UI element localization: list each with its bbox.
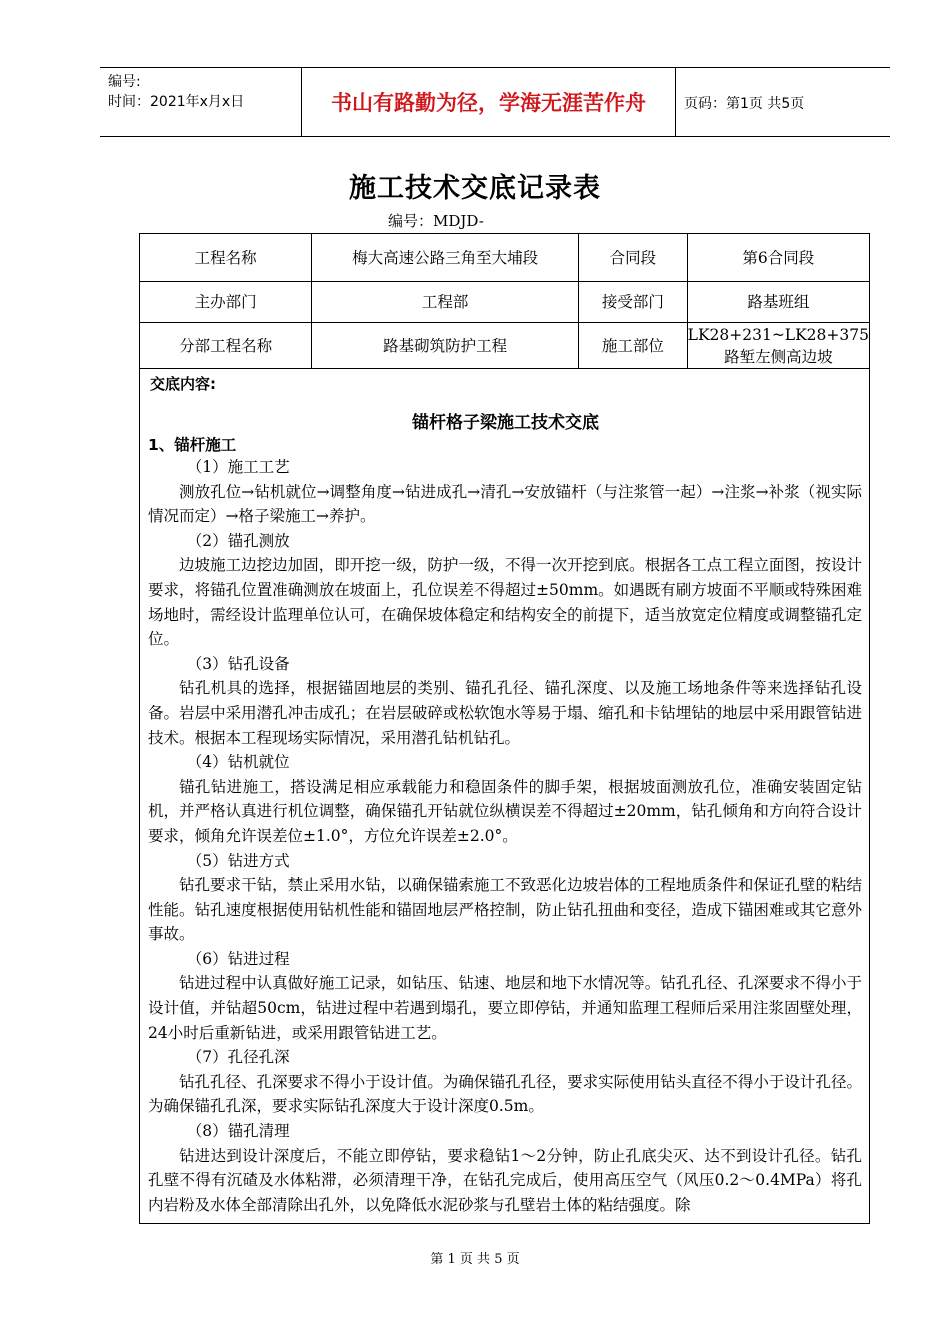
document-title: 施工技术交底记录表 (349, 173, 601, 204)
header-time-label: 时间：2021年x月x日 (108, 94, 245, 110)
location-value (687, 323, 869, 369)
contract-section-value: 第6合同段 (687, 234, 869, 282)
sub-project-value: 路基砌筑防护工程 (312, 323, 579, 369)
document-header (100, 67, 890, 137)
item-paragraph: 钻孔要求干钻，禁止采用水钻，以确保锚索施工不致恶化边坡岩体的工程地质条件和保证孔壁的粘结性能。钻孔速度根据使用钻机性能和锚固地层严格控制，防止钻孔扭曲和变径，造成下锚困难或其它意外事故。 (148, 876, 862, 944)
item-subheading: （7）孔径孔深 (186, 1048, 290, 1067)
header-number-label: 编号: (108, 74, 141, 90)
item-paragraph: 钻进达到设计深度后，不能立即停钻，要求稳钻1～2分钟，防止孔底尖灭、达不到设计孔径。钻孔孔壁不得有沉碴及水体粘滞，必须清理干净，在钻孔完成后，使用高压空气（风压0.2～0.4MPa）将孔内岩粉及水体全部清除出孔外，以免降低水泥砂浆与孔壁岩土体的粘结强度。除 (148, 1146, 862, 1214)
header-motto: 书山有路勤为径，学海无涯苦作舟 (301, 68, 676, 136)
item-subheading: （8）锚孔清理 (186, 1122, 290, 1141)
content-title: 锚杆格子梁施工技术交底 (412, 413, 599, 433)
item-paragraph: 钻孔孔径、孔深要求不得小于设计值。为确保锚孔孔径，要求实际使用钻头直径不得小于设计孔径。为确保锚孔孔深，要求实际钻孔深度大于设计深度0.5m。 (148, 1072, 862, 1116)
location-line-1: LK28+231~LK28+375 (687, 325, 869, 344)
info-row-dept (140, 282, 870, 323)
content-box (139, 367, 870, 1224)
host-dept-label: 主办部门 (140, 282, 312, 323)
section-heading: 1、锚杆施工 (148, 436, 237, 454)
item-subheading: （4）钻机就位 (186, 753, 290, 772)
info-row-subproject (140, 323, 870, 369)
item-paragraph: 钻孔机具的选择，根据锚固地层的类别、锚孔孔径、锚孔深度、以及施工场地条件等来选择钻孔设备。岩层中采用潜孔冲击成孔；在岩层破碎或松软饱水等易于塌、缩孔和卡钻埋钻的地层中采用跟管钻进技术。根据本工程现场实际情况，采用潜孔钻机钻孔。 (148, 679, 862, 747)
contract-section-label: 合同段 (579, 234, 688, 282)
header-meta (100, 68, 300, 136)
item-paragraph: 边坡施工边挖边加固，即开挖一级，防护一级，不得一次开挖到底。根据各工点工程立面图，按设计要求，将锚孔位置准确测放在坡面上，孔位误差不得超过±50mm。如遇既有刷方坡面不平顺或特殊困难场地时，需经设计监理单位认可，在确保坡体稳定和结构安全的前提下，适当放宽定位精度或调整锚孔定位。 (148, 556, 862, 649)
item-subheading: （3）钻孔设备 (186, 654, 290, 673)
item-subheading: （2）锚孔测放 (186, 531, 290, 550)
receiving-dept-value: 路基班组 (687, 282, 869, 323)
page-footer: 第 1 页 共 5 页 (430, 1252, 520, 1267)
item-paragraph: 锚孔钻进施工，搭设满足相应承载能力和稳固条件的脚手架，根据坡面测放孔位，准确安装固定钻机，并严格认真进行机位调整，确保锚孔开钻就位纵横误差不得超过±20mm，钻孔倾角和方向符合设计要求，倾角允许误差位±1.0°，方位允许误差±2.0°。 (148, 777, 862, 845)
content-body (148, 455, 862, 1217)
item-subheading: （5）钻进方式 (186, 851, 290, 870)
item-paragraph: 钻进过程中认真做好施工记录，如钻压、钻速、地层和地下水情况等。钻孔孔径、孔深要求不得小于设计值，并钻超50cm，钻进过程中若遇到塌孔，要立即停钻，并通知监理工程师后采用注浆固壁处理，24小时后重新钻进，或采用跟管钻进工艺。 (148, 974, 862, 1042)
host-dept-value: 工程部 (312, 282, 579, 323)
project-name-label: 工程名称 (140, 234, 312, 282)
sub-project-label: 分部工程名称 (140, 323, 312, 369)
item-subheading: （6）钻进过程 (186, 949, 290, 968)
item-subheading: （1）施工工艺 (186, 458, 290, 476)
item-paragraph: 测放孔位→钻机就位→调整角度→钻进成孔→清孔→安放锚杆（与注浆管一起）→注浆→补浆（视实际情况而定）→格子梁施工→养护。 (148, 482, 862, 526)
header-page-label: 页码：第1页 共5页 (684, 96, 805, 112)
receiving-dept-label: 接受部门 (579, 282, 688, 323)
info-table (139, 233, 870, 369)
location-label: 施工部位 (579, 323, 688, 369)
document-number: 编号：MDJD- (388, 212, 484, 230)
location-line-2: 路堑左侧高边坡 (724, 347, 833, 366)
content-heading: 交底内容: (150, 375, 216, 393)
info-row-project (140, 234, 870, 282)
project-name-value: 梅大高速公路三角至大埔段 (312, 234, 579, 282)
